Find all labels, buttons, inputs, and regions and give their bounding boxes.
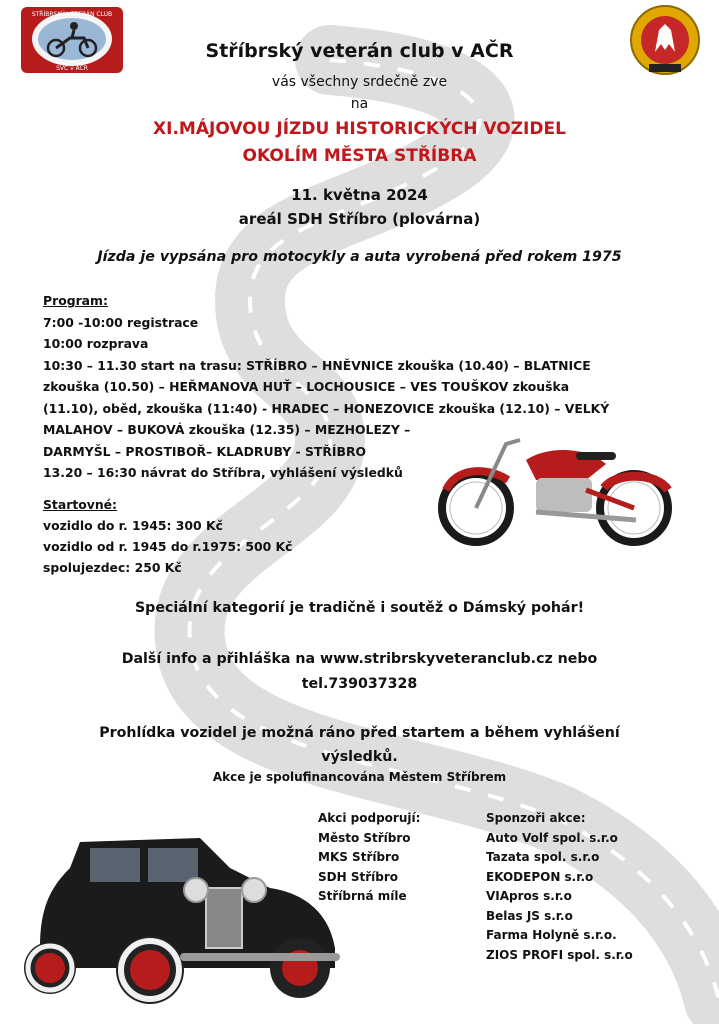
program-line: zkouška (10.50) – HEŘMANOVA HUŤ – LOCHOUSICE – VES TOUŠKOV zkouška — [43, 379, 570, 394]
event-venue: areál SDH Stříbro (plovárna) — [238, 210, 481, 228]
acr-emblem — [625, 4, 705, 76]
vintage-car-image — [10, 828, 345, 1008]
special-category-note: Speciální kategorií je tradičně i soutěž o Dámský pohár! — [134, 600, 585, 616]
sponsor-item: Tazata spol. s.r.o — [486, 850, 600, 864]
club-logo — [20, 6, 124, 74]
fees-section — [43, 494, 373, 578]
eligibility-note: Jízda je vypsána pro motocykly a auta vyrobená před rokem 1975 — [97, 249, 622, 265]
supporter-item: Město Stříbro — [318, 830, 411, 845]
sponsor-item: ZIOS PROFI spol. s.r.o — [486, 947, 633, 962]
logo-bottom-text: SVC v AČR — [56, 65, 88, 72]
motorcycle-image — [436, 430, 674, 548]
sponsor-item: Farma Holyně s.r.o. — [486, 928, 617, 942]
supporters-heading: Akci podporují: — [318, 811, 421, 825]
program-line: DARMYŠL – PROSTIBOŘ– KLADRUBY - STŘÍBRO — [43, 443, 367, 459]
sponsor-item: Belas JS s.r.o — [486, 908, 573, 923]
fees-heading: Startovné: — [43, 497, 118, 512]
viewing-line-1: Prohlídka vozidel je možná ráno před startem a během vyhlášení — [99, 725, 620, 741]
sponsor-item: Auto Volf spol. s.r.o — [486, 830, 618, 845]
program-line: (11.10), oběd, zkouška (11:40) - HRADEC – HONEZOVICE zkouška (12.10) – VELKÝ — [43, 400, 610, 416]
sponsor-item: EKODEPON s.r.o — [486, 869, 594, 884]
viewing-line-2: výsledků. — [321, 749, 398, 765]
supporter-item: Stříbrná míle — [318, 889, 407, 903]
event-title-line-1: XI.MÁJOVOU JÍZDU HISTORICKÝCH VOZIDEL — [153, 119, 566, 139]
program-line: MALAHOV – BUKOVÁ zkouška (12.35) – MEZHOLEZY – — [43, 422, 411, 437]
club-name: Stříbrský veterán club v AČR — [205, 40, 514, 62]
event-title-line-2: OKOLÍM MĚSTA STŘÍBRA — [242, 146, 477, 166]
event-date: 11. května 2024 — [291, 186, 428, 204]
info-line-1: Další info a přihláška na www.stribrskyveteranclub.cz nebo — [121, 651, 598, 667]
sponsors-list — [486, 809, 686, 965]
program-line: 10:30 – 11.30 start na trasu: STŘÍBRO – HNĚVNICE zkouška (10.40) – BLATNICE — [43, 357, 591, 373]
program-line: 7:00 -10:00 registrace — [43, 314, 199, 330]
supporter-item: MKS Stříbro — [318, 850, 400, 864]
program-heading: Program: — [43, 293, 108, 308]
invite-line-2: na — [350, 96, 369, 112]
sponsors-heading: Sponzoři akce: — [486, 811, 586, 825]
invite-line-1: vás všechny srdečně zve — [271, 74, 448, 90]
info-line-2: tel.739037328 — [301, 676, 418, 692]
fee-line: spolujezdec: 250 Kč — [43, 560, 182, 575]
program-line: 13.20 – 16:30 návrat do Stříbra, vyhlášení výsledků — [43, 465, 403, 480]
fee-line: vozidlo od r. 1945 do r.1975: 500 Kč — [43, 539, 293, 554]
funding-note: Akce je spolufinancována Městem Stříbrem — [212, 770, 507, 784]
logo-ring-text: STŘÍBRSKÝ VETERÁN CLUB — [31, 11, 113, 18]
sponsor-item: VIApros s.r.o — [486, 889, 572, 903]
supporter-item: SDH Stříbro — [318, 869, 398, 884]
program-line: 10:00 rozprava — [43, 336, 149, 351]
fee-line: vozidlo do r. 1945: 300 Kč — [43, 518, 223, 533]
